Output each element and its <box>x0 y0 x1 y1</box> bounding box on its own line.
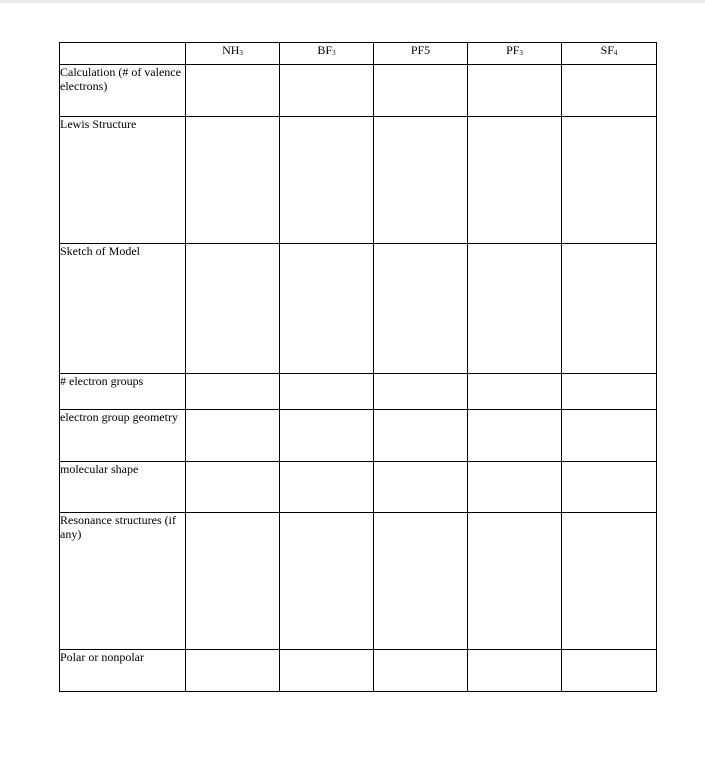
answer-cell[interactable] <box>280 513 374 650</box>
row-label-electron-groups: # electron groups <box>60 374 186 410</box>
row-label-resonance-structures: Resonance structures (if any) <box>60 513 186 650</box>
table-row <box>60 374 657 410</box>
answer-cell[interactable] <box>468 513 562 650</box>
answer-cell[interactable] <box>468 650 562 692</box>
column-header-bf3: $BF_3$ <box>280 43 374 65</box>
answer-cell[interactable] <box>468 117 562 244</box>
answer-cell[interactable] <box>186 374 280 410</box>
row-label-lewis-structure: Lewis Structure <box>60 117 186 244</box>
column-header-nh3: $NH_3$ <box>186 43 280 65</box>
answer-cell[interactable] <box>562 462 657 513</box>
answer-cell[interactable] <box>280 410 374 462</box>
row-label-electron-group-geometry: electron group geometry <box>60 410 186 462</box>
answer-cell[interactable] <box>374 410 468 462</box>
answer-cell[interactable] <box>280 462 374 513</box>
answer-cell[interactable] <box>280 117 374 244</box>
answer-cell[interactable] <box>374 650 468 692</box>
answer-cell[interactable] <box>562 244 657 374</box>
answer-cell[interactable] <box>562 410 657 462</box>
table-row <box>60 117 657 244</box>
table-row <box>60 462 657 513</box>
answer-cell[interactable] <box>280 244 374 374</box>
corner-cell <box>60 43 186 65</box>
table-row <box>60 650 657 692</box>
answer-cell[interactable] <box>186 244 280 374</box>
table-row <box>60 244 657 374</box>
answer-cell[interactable] <box>374 244 468 374</box>
answer-cell[interactable] <box>562 513 657 650</box>
row-label-valence-calculation: Calculation (# of valence electrons) <box>60 65 186 117</box>
answer-cell[interactable] <box>186 513 280 650</box>
answer-cell[interactable] <box>374 117 468 244</box>
answer-cell[interactable] <box>468 244 562 374</box>
answer-cell[interactable] <box>562 374 657 410</box>
row-label-molecular-shape: molecular shape <box>60 462 186 513</box>
answer-cell[interactable] <box>186 65 280 117</box>
answer-cell[interactable] <box>374 65 468 117</box>
answer-cell[interactable] <box>468 65 562 117</box>
answer-cell[interactable] <box>562 117 657 244</box>
answer-cell[interactable] <box>280 650 374 692</box>
answer-cell[interactable] <box>468 462 562 513</box>
answer-cell[interactable] <box>374 374 468 410</box>
table-row <box>60 65 657 117</box>
answer-cell[interactable] <box>186 117 280 244</box>
row-label-sketch-of-model: Sketch of Model <box>60 244 186 374</box>
column-header-sf4: $SF_4$ <box>562 43 657 65</box>
answer-cell[interactable] <box>562 65 657 117</box>
answer-cell[interactable] <box>186 650 280 692</box>
answer-cell[interactable] <box>374 513 468 650</box>
table-row <box>60 410 657 462</box>
answer-cell[interactable] <box>186 462 280 513</box>
answer-cell[interactable] <box>468 374 562 410</box>
answer-cell[interactable] <box>468 410 562 462</box>
molecular-geometry-worksheet-table <box>59 42 657 692</box>
answer-cell[interactable] <box>186 410 280 462</box>
column-header-pf5: PF5 <box>374 43 468 65</box>
column-header-pf3: $PF_3$ <box>468 43 562 65</box>
top-border-strip <box>0 0 705 3</box>
answer-cell[interactable] <box>374 462 468 513</box>
row-label-polarity: Polar or nonpolar <box>60 650 186 692</box>
header-row <box>60 43 657 65</box>
answer-cell[interactable] <box>280 65 374 117</box>
table-row <box>60 513 657 650</box>
answer-cell[interactable] <box>562 650 657 692</box>
answer-cell[interactable] <box>280 374 374 410</box>
